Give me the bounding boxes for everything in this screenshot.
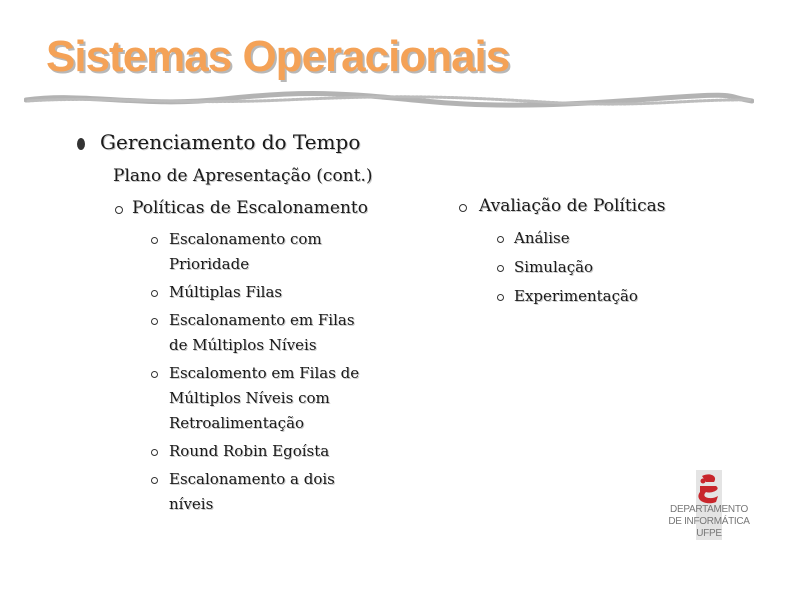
bullet-ring-small-icon — [151, 449, 158, 456]
bullet-ring-icon — [459, 204, 467, 212]
bullet-ring-small-icon — [497, 265, 504, 272]
bullet-ring-small-icon — [151, 318, 158, 325]
title-divider — [24, 88, 754, 112]
section-heading: Gerenciamento do Tempo — [100, 130, 361, 154]
logo-line-3: UFPE — [696, 528, 722, 539]
bullet-ring-small-icon — [497, 236, 504, 243]
evaluation-item: Análise — [514, 229, 570, 247]
policies-label: Políticas de Escalonamento — [132, 198, 368, 218]
bullet-disc-icon — [77, 138, 85, 150]
bullet-ring-small-icon — [151, 477, 158, 484]
logo-line-1: DEPARTAMENTO — [670, 504, 748, 515]
subheading: Plano de Apresentação (cont.) — [113, 166, 373, 186]
department-logo — [666, 470, 752, 542]
policy-item: Escalonamento com Prioridade — [169, 230, 322, 273]
logo-line-2: DE INFORMÁTICA — [668, 516, 750, 527]
bullet-ring-small-icon — [151, 371, 158, 378]
bullet-ring-small-icon — [151, 290, 158, 297]
bullet-ring-icon — [115, 206, 123, 214]
policy-item: Escalonamento a dois níveis — [169, 470, 335, 513]
slide-title: Sistemas Operacionais — [46, 32, 510, 81]
evaluation-item: Simulação — [514, 258, 594, 276]
evaluation-label: Avaliação de Políticas — [479, 196, 666, 216]
bullet-ring-small-icon — [151, 237, 158, 244]
policy-item: Round Robin Egoísta — [169, 442, 330, 460]
evaluation-item: Experimentação — [514, 287, 638, 305]
bullet-ring-small-icon — [497, 294, 504, 301]
policy-item: Escalonamento em Filas de Múltiplos Níveis — [169, 311, 355, 354]
policy-item: Múltiplas Filas — [169, 283, 283, 301]
policy-item: Escalomento em Filas de Múltiplos Níveis com Retroalimentação — [169, 364, 360, 432]
